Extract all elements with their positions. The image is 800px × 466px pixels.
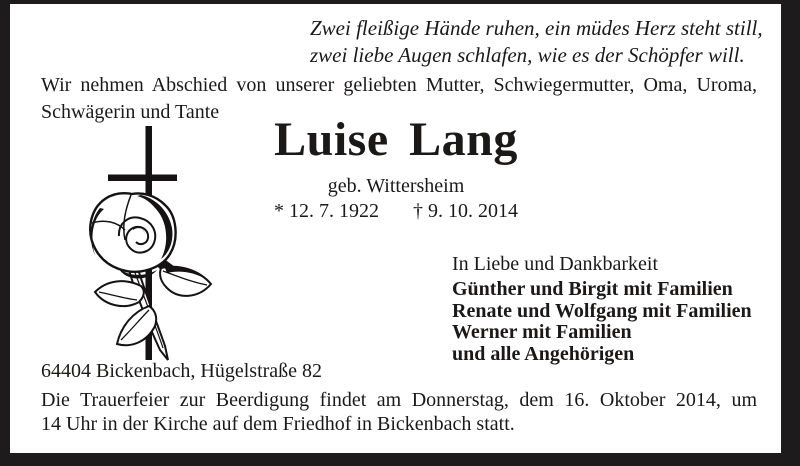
funeral-notice [41, 389, 757, 436]
deceased-name: Luise Lang [274, 113, 518, 166]
mourner-line: Werner mit Familien [452, 321, 632, 343]
funeral-line-2: 14 Uhr in der Kirche auf dem Friedhof in Bickenbach statt. [41, 412, 515, 435]
mourner-line: Renate und Wolfgang mit Familien [452, 299, 752, 322]
epigraph [310, 15, 763, 69]
epigraph-line-1: Zwei fleißige Hände ruhen, ein müdes Herz steht still, [310, 16, 763, 40]
intro-line-2: Schwägerin und Tante [41, 101, 220, 123]
epigraph-line-2: zwei liebe Augen schlafen, wie es der Schöpfer will. [310, 43, 745, 67]
death-date: † 9. 10. 2014 [413, 200, 518, 222]
address-line: 64404 Bickenbach, Hügelstraße 82 [41, 360, 323, 382]
intro-line-1: Wir nehmen Abschied von unserer geliebten Mutter, Schwiegermutter, Oma, Uroma, [41, 74, 757, 96]
funeral-line-1: Die Trauerfeier zur Beerdigung findet am Donnerstag, dem 16. Oktober 2014, um [41, 389, 757, 411]
maiden-name: geb. Wittersheim [327, 175, 465, 197]
mourners-heading: In Liebe und Dankbarkeit [452, 253, 659, 275]
mourner-line: Günther und Birgit mit Familien [452, 278, 733, 300]
mourner-line: und alle Angehörigen [452, 342, 635, 365]
mourners-list [452, 279, 752, 365]
birth-date: * 12. 7. 1922 [274, 200, 379, 222]
life-dates [41, 199, 751, 223]
